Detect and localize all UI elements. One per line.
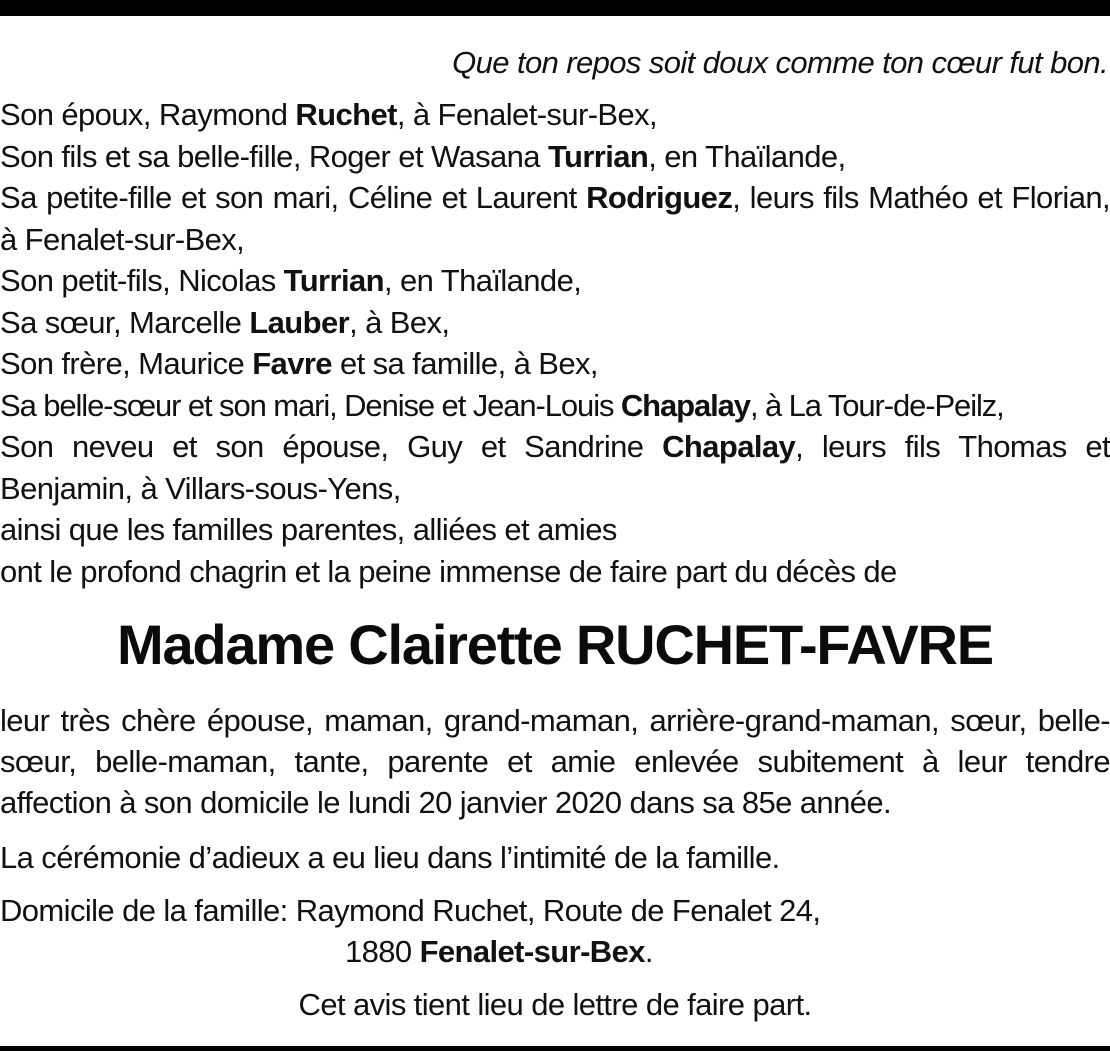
- family-line: [0, 94, 1110, 136]
- family-line-text: , en Thaïlande,: [648, 138, 846, 174]
- address-city: Fenalet-sur-Bex: [419, 934, 645, 969]
- description-paragraph: leur très chère épouse, maman, grand-maman, arrière-grand-maman, sœur, belle-sœur, belle-maman, tante, parente et amie enlevée subitement à leur tendre affection à son domicile le lundi 20 janvier 2020 dans sa 85e année.: [0, 703, 1110, 820]
- family-surname: Rodriguez: [586, 180, 733, 215]
- address-line: Domicile de la famille: Raymond Ruchet, Route de Fenalet 24,: [0, 893, 821, 928]
- deceased-name: Madame Clairette RUCHET-FAVRE: [117, 613, 993, 676]
- family-surname: Chapalay: [662, 429, 796, 464]
- bottom-border: [0, 1046, 1110, 1051]
- family-line: [0, 385, 1110, 427]
- family-line: [0, 136, 1110, 178]
- notice-line: Cet avis tient lieu de lettre de faire part.: [298, 987, 812, 1022]
- family-line-text: Sa sœur, Marcelle: [0, 304, 250, 340]
- closing-line: ainsi que les familles parentes, alliées et amies: [0, 512, 617, 547]
- family-surname: Chapalay: [620, 387, 750, 423]
- family-surname: Ruchet: [295, 97, 397, 132]
- family-line-text: Son petit-fils, Nicolas: [0, 263, 284, 298]
- family-line-text: Son fils et sa belle-fille, Roger et Wasana: [0, 138, 548, 174]
- family-line: [0, 426, 1110, 509]
- family-surname: Turrian: [547, 138, 649, 174]
- family-line-text: , à Bex,: [349, 304, 450, 340]
- family-line-text: Son frère, Maurice: [0, 346, 253, 381]
- family-line-text: , à Fenalet-sur-Bex,: [396, 97, 658, 132]
- closing-line: ont le profond chagrin et la peine immense de faire part du décès de: [0, 553, 897, 589]
- address-postcode: 1880: [345, 934, 420, 969]
- family-surname: Lauber: [249, 304, 350, 340]
- family-surname: Turrian: [283, 263, 384, 298]
- obituary-notice: [0, 40, 1110, 1025]
- family-line: [0, 260, 1110, 302]
- family-line-text: Sa belle-sœur et son mari, Denise et Jean-Louis: [0, 387, 621, 423]
- epigraph: Que ton repos soit doux comme ton cœur fut bon.: [452, 45, 1108, 80]
- family-line-text: , en Thaïlande,: [383, 263, 582, 298]
- family-line-text: et sa famille, à Bex,: [331, 346, 598, 381]
- family-surname: Favre: [252, 346, 332, 381]
- family-line-text: Sa petite-fille et son mari, Céline et Laurent: [0, 180, 587, 215]
- top-border: [0, 0, 1110, 16]
- family-line: [0, 343, 1110, 385]
- family-line-text: Son époux, Raymond: [0, 97, 296, 132]
- address-city-line: [0, 931, 1110, 972]
- family-line: [0, 177, 1110, 260]
- ceremony-paragraph: La cérémonie d’adieux a eu lieu dans l’intimité de la famille.: [0, 840, 780, 875]
- family-line-text: , leurs fils Thomas et Benjamin, à Villars-sous-Yens,: [0, 429, 1110, 506]
- family-line-text: , à La Tour-de-Peilz,: [749, 387, 1004, 423]
- family-line: [0, 302, 1110, 344]
- address-end: .: [644, 934, 653, 969]
- family-line-text: Son neveu et son épouse, Guy et Sandrine: [0, 429, 663, 464]
- family-line-text: , leurs fils Mathéo et Florian, à Fenalet-sur-Bex,: [0, 180, 1110, 257]
